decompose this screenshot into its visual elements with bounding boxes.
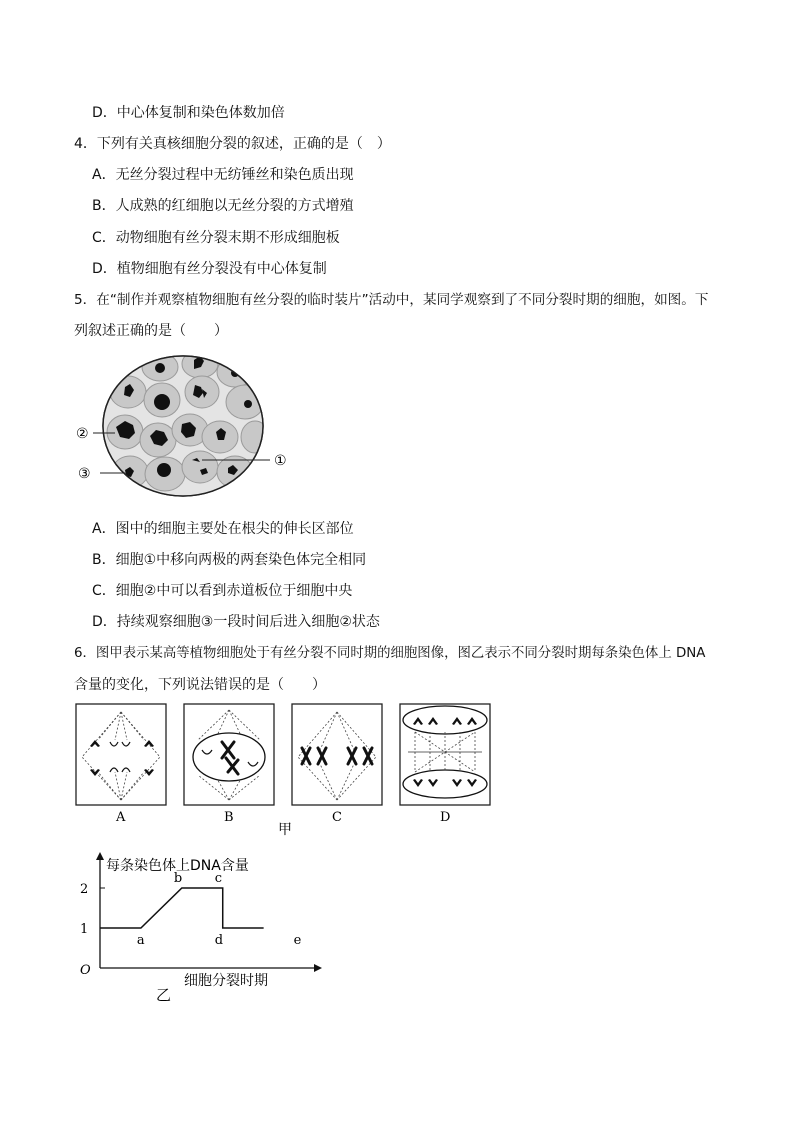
q4-option-b: B．人成熟的红细胞以无丝分裂的方式增殖	[92, 198, 354, 214]
x-axis-label: 细胞分裂时期	[184, 973, 268, 989]
q3-option-d: D．中心体复制和染色体数加倍	[92, 105, 285, 121]
q6-stem-line1: 6．图甲表示某高等植物细胞处于有丝分裂不同时期的细胞图像，图乙表示不同分裂时期每条染色体上 DNA	[74, 646, 706, 661]
q5-stem-line2: 列叙述正确的是（ ）	[74, 323, 228, 339]
panel-a-label: A	[116, 810, 126, 825]
figure-jia-caption: 甲	[278, 822, 292, 838]
origin-label: O	[80, 963, 91, 978]
label-2: ②	[76, 426, 89, 442]
x-axis-arrow	[314, 964, 322, 972]
point-label-d: d	[214, 933, 224, 948]
y-tick-label-2: 2	[80, 882, 89, 897]
q5-option-c: C．细胞②中可以看到赤道板位于细胞中央	[92, 583, 353, 599]
figure-jia	[70, 700, 500, 840]
q4-option-a: A．无丝分裂过程中无纺锤丝和染色质出现	[92, 167, 354, 183]
panel-d	[400, 704, 490, 825]
q5-microscope-figure	[70, 352, 300, 502]
panel-c	[292, 704, 382, 825]
q5-option-a: A．图中的细胞主要处在根尖的伸长区部位	[92, 521, 354, 537]
panel-a	[76, 704, 166, 825]
y-axis-label: 每条染色体上DNA含量	[106, 858, 249, 874]
q5-stem-line1: 5．在“制作并观察植物细胞有丝分裂的临时装片”活动中，某同学观察到了不同分裂时期的细胞，如图。下	[74, 292, 709, 308]
figure-yi-caption: 乙	[156, 986, 172, 1004]
q4-stem: 4．下列有关真核细胞分裂的叙述，正确的是（ ）	[74, 136, 391, 152]
panel-b-label: B	[224, 810, 234, 825]
q5-option-b: B．细胞①中移向两极的两套染色体完全相同	[92, 552, 367, 568]
point-label-b: b	[173, 871, 183, 886]
q5-option-d: D．持续观察细胞③一段时间后进入细胞②状态	[92, 614, 380, 630]
label-3: ③	[78, 466, 91, 482]
point-label-e: e	[293, 933, 302, 948]
point-label-c: c	[214, 871, 223, 886]
dna-content-line	[100, 888, 264, 928]
panel-d-label: D	[440, 810, 451, 825]
y-axis-arrow	[96, 852, 104, 860]
point-label-a: a	[136, 933, 145, 948]
q4-option-d: D．植物细胞有丝分裂没有中心体复制	[92, 261, 327, 277]
panel-b	[184, 704, 274, 825]
panel-c-label: C	[332, 810, 342, 825]
y-tick-label-1: 1	[80, 922, 89, 937]
label-1: ①	[274, 453, 287, 469]
q4-option-c: C．动物细胞有丝分裂末期不形成细胞板	[92, 230, 340, 246]
figure-yi-chart	[70, 848, 330, 1008]
q6-stem-line2: 含量的变化，下列说法错误的是（ ）	[74, 677, 326, 693]
